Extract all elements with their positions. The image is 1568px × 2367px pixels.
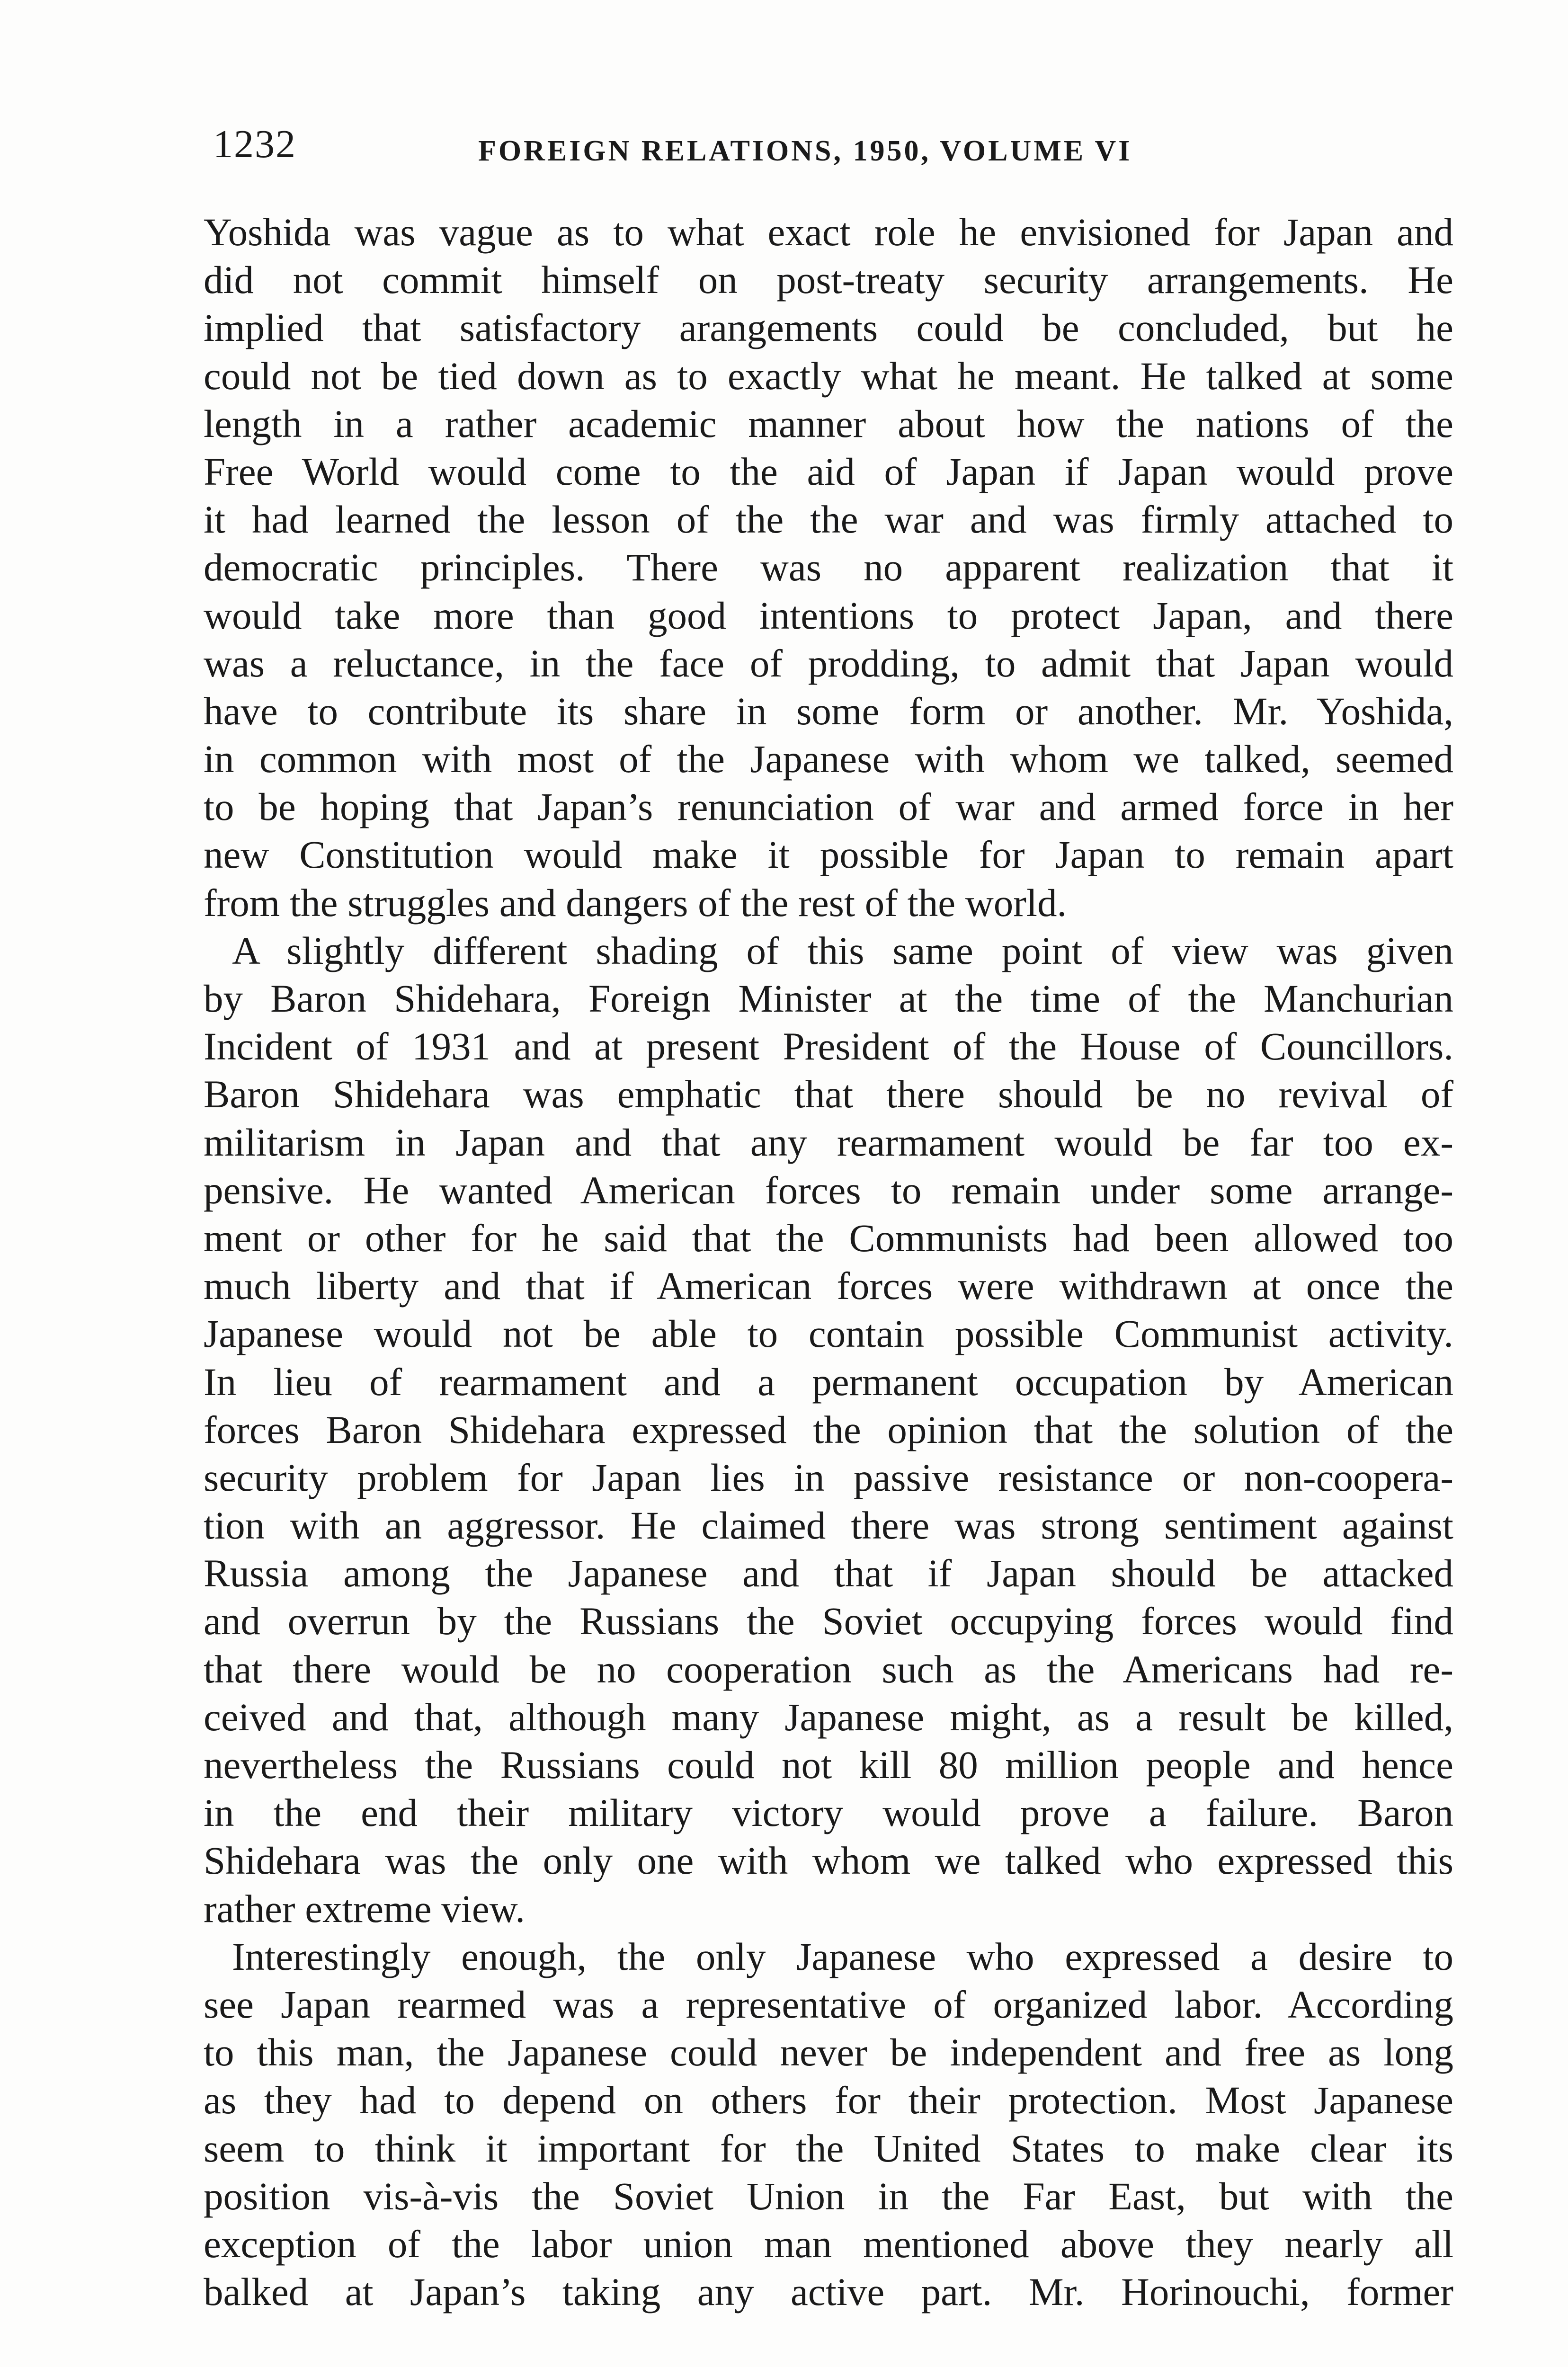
text-line: nevertheless the Russians could not kill 80 million people and hence [204,1743,1453,1787]
text-line: Shidehara was the only one with whom we talked who expressed this [204,1839,1453,1883]
text-line: in the end their military victory would prove a failure. Baron [204,1791,1453,1835]
text-line: rather extreme view. [204,1886,525,1931]
text-line: that there would be no cooperation such as the Americans had re- [204,1647,1453,1691]
text-line: position vis-à-vis the Soviet Union in the Far East, but with the [204,2174,1453,2218]
text-line: see Japan rearmed was a representative of organized labor. According [204,1982,1453,2026]
text-line: A slightly different shading of this same point of view was given [232,928,1453,972]
text-line: by Baron Shidehara, Foreign Minister at the time of the Manchurian [204,977,1453,1020]
text-line: Interestingly enough, the only Japanese who expressed a desire to [232,1934,1453,1978]
text-line: have to contribute its share in some form or another. Mr. Yoshida, [204,689,1453,733]
text-line: ment or other for he said that the Communists had been allowed too [204,1216,1453,1260]
text-line: Japanese would not be able to contain possible Communist activity. [204,1312,1453,1356]
text-line: exception of the labor union man mentioned above they nearly all [204,2222,1453,2266]
text-line: would take more than good intentions to protect Japan, and there [204,593,1453,637]
text-line: as they had to depend on others for their protection. Most Japanese [204,2078,1453,2122]
page-number: 1232 [213,122,296,166]
text-line: to this man, the Japanese could never be independent and free as long [204,2030,1453,2074]
text-line: much liberty and that if American forces were withdrawn at once the [204,1264,1453,1308]
text-line: democratic principles. There was no apparent realization that it [204,545,1453,589]
text-line: from the struggles and dangers of the rest of the world. [204,881,1067,925]
text-line: length in a rather academic manner about how the nations of the [204,401,1453,445]
text-line: Yoshida was vague as to what exact role he envisioned for Japan and [204,210,1453,254]
body-text [204,208,1453,2316]
text-line: it had learned the lesson of the the war and was firmly attached to [204,498,1453,542]
running-head: FOREIGN RELATIONS, 1950, VOLUME VI [478,135,1132,167]
text-line: militarism in Japan and that any rearmament would be far too ex- [204,1120,1453,1164]
page-header [213,116,1453,173]
text-line: in common with most of the Japanese with whom we talked, seemed [204,737,1453,781]
text-line: and overrun by the Russians the Soviet occupying forces would find [204,1599,1453,1643]
text-line: ceived and that, although many Japanese might, as a result be killed, [204,1695,1453,1739]
text-line: Baron Shidehara was emphatic that there should be no revival of [204,1072,1453,1116]
text-line: Free World would come to the aid of Japan if Japan would prove [204,449,1453,493]
text-line: balked at Japan’s taking any active part. Mr. Horinouchi, former [204,2270,1453,2314]
text-line: tion with an aggressor. He claimed there was strong sentiment against [204,1504,1453,1548]
text-line: implied that satisfactory arangements could be concluded, but he [204,306,1453,350]
text-line: Incident of 1931 and at present President of the House of Councillors. [204,1024,1453,1068]
text-line: new Constitution would make it possible for Japan to remain apart [204,833,1453,877]
text-line: seem to think it important for the United States to make clear its [204,2126,1453,2170]
text-line: forces Baron Shidehara expressed the opinion that the solution of the [204,1407,1453,1451]
text-line: pensive. He wanted American forces to remain under some arrange- [204,1168,1453,1212]
text-line: In lieu of rearmament and a permanent occupation by American [204,1360,1453,1404]
text-line: could not be tied down as to exactly what he meant. He talked at some [204,354,1453,398]
text-line: did not commit himself on post-treaty security arrangements. He [204,258,1453,302]
text-line: was a reluctance, in the face of prodding, to admit that Japan would [204,641,1453,685]
text-line: Russia among the Japanese and that if Japan should be attacked [204,1551,1453,1595]
text-line: to be hoping that Japan’s renunciation of war and armed force in her [204,785,1453,829]
text-line: security problem for Japan lies in passive resistance or non-coopera- [204,1455,1453,1499]
